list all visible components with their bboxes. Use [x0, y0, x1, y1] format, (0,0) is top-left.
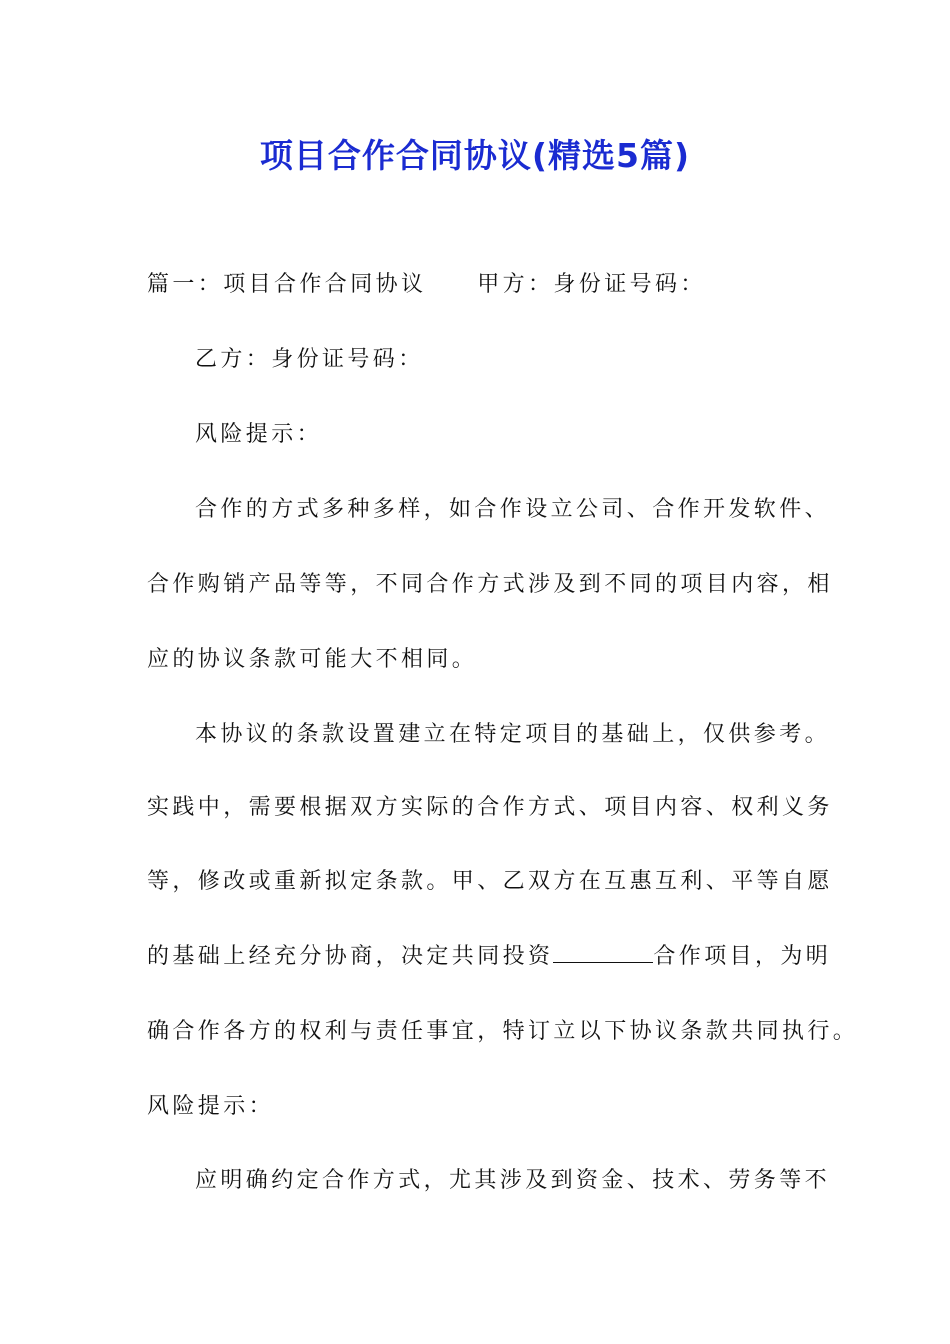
paragraph-line: 本协议的条款设置建立在特定项目的基础上，仅供参考。 [195, 722, 831, 747]
paragraph-line: 确合作各方的权利与责任事宜，特订立以下协议条款共同执行。 [147, 1019, 859, 1044]
paragraph-line: 应的协议条款可能大不相同。 [147, 647, 478, 672]
blank-line-before: 的基础上经充分协商，决定共同投资 [147, 944, 554, 969]
paragraph-line: 实践中，需要根据双方实际的合作方式、项目内容、权利义务 [147, 795, 833, 820]
paragraph-line-with-blank [147, 942, 831, 972]
paragraph-line: 风险提示： [195, 422, 323, 447]
paragraph-line: 合作的方式多种多样，如合作设立公司、合作开发软件、 [195, 497, 831, 522]
paragraph-line: 风险提示： [147, 1094, 275, 1119]
paragraph-line: 篇一：项目合作合同协议 甲方：身份证号码： [147, 272, 706, 297]
paragraph-line: 合作购销产品等等，不同合作方式涉及到不同的项目内容，相 [147, 572, 833, 597]
paragraph-line: 应明确约定合作方式，尤其涉及到资金、技术、劳务等不 [195, 1168, 831, 1193]
blank-line-after: 合作项目，为明 [653, 944, 832, 969]
fill-in-blank [553, 944, 653, 963]
paragraph-line: 等，修改或重新拟定条款。甲、乙双方在互惠互利、平等自愿 [147, 869, 833, 894]
paragraph-line: 乙方：身份证号码： [195, 347, 424, 372]
document-title: 项目合作合同协议(精选5篇) [259, 136, 691, 175]
